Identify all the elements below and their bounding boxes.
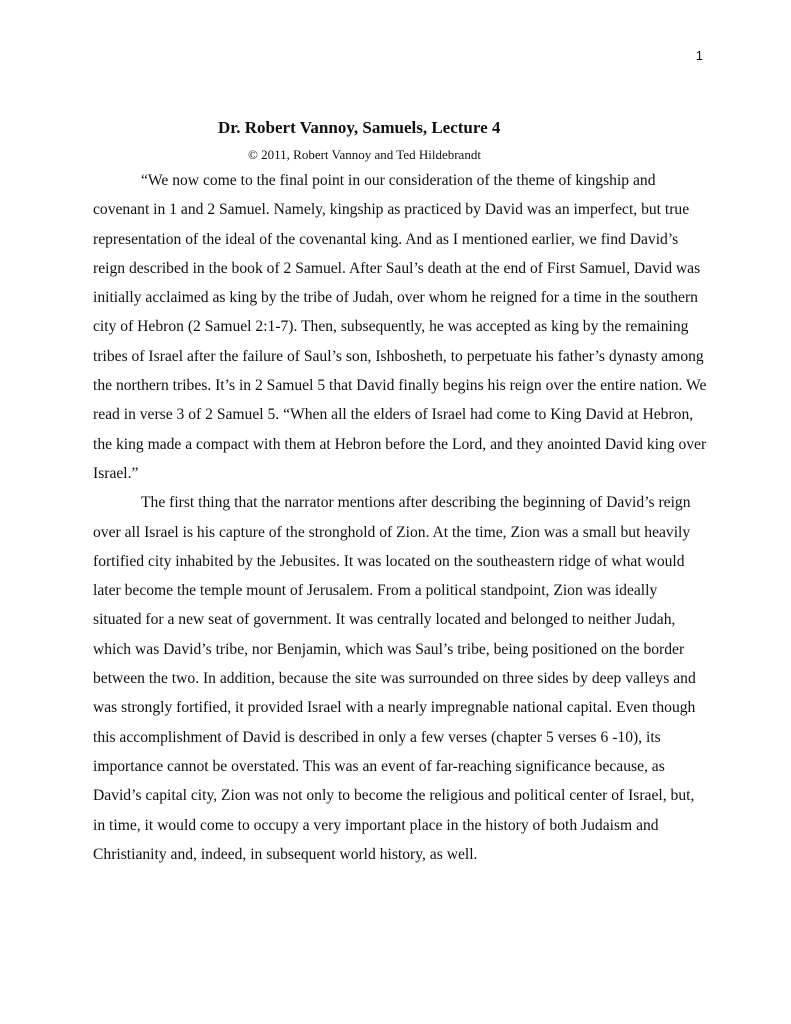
paragraph: The first thing that the narrator mentions after describing the beginning of David’s reign over all Israel is his capture of the stronghold of Zion. At the time, Zion was a small but heavily fortified city inhabited by the Jebusites. It was located on the southeastern ridge of what would later become the temple mount of Jerusalem. From a political standpoint, Zion was ideally situated for a new seat of government. It was centrally located and belonged to neither Judah, which was David’s tribe, nor Benjamin, which was Saul’s tribe, being positioned on the border between the two. In addition, because the site was surrounded on three sides by deep valleys and was strongly fortified, it provided Israel with a nearly impregnable national capital. Even though this accomplishment of David is described in only a few verses (chapter 5 verses 6 -10), its importance cannot be overstated. This was an event of far-reaching significance because, as David’s capital city, Zion was not only to become the religious and political center of Israel, but, in time, it would come to occupy a very important place in the history of both Judaism and Christianity and, indeed, in subsequent world history, as well. <box>93 494 696 863</box>
document-title: Dr. Robert Vannoy, Samuels, Lecture 4 <box>218 118 501 137</box>
paragraph: “We now come to the final point in our consideration of the theme of kingship and covenant in 1 and 2 Samuel. Namely, kingship as practiced by David was an imperfect, but true representation of the ideal of the covenantal king. And as I mentioned earlier, we find David’s reign described in the book of 2 Samuel. After Saul’s death at the end of First Samuel, David was initially acclaimed as king by the tribe of Judah, over whom he reigned for a time in the southern city of Hebron (2 Samuel 2:1-7). Then, subsequently, he was accepted as king by the remaining tribes of Israel after the failure of Saul’s son, Ishbosheth, to perpetuate his father’s dynasty among the northern tribes. It’s in 2 Samuel 5 that David finally begins his reign over the entire nation. We read in verse 3 of 2 Samuel 5. “When all the elders of Israel had come to King David at Hebron, the king made a compact with them at Hebron before the Lord, and they anointed David king over Israel.” <box>93 172 707 482</box>
body-text <box>93 166 709 869</box>
copyright-line: © 2011, Robert Vannoy and Ted Hildebrandt <box>248 147 481 162</box>
page-number: 1 <box>695 48 703 63</box>
